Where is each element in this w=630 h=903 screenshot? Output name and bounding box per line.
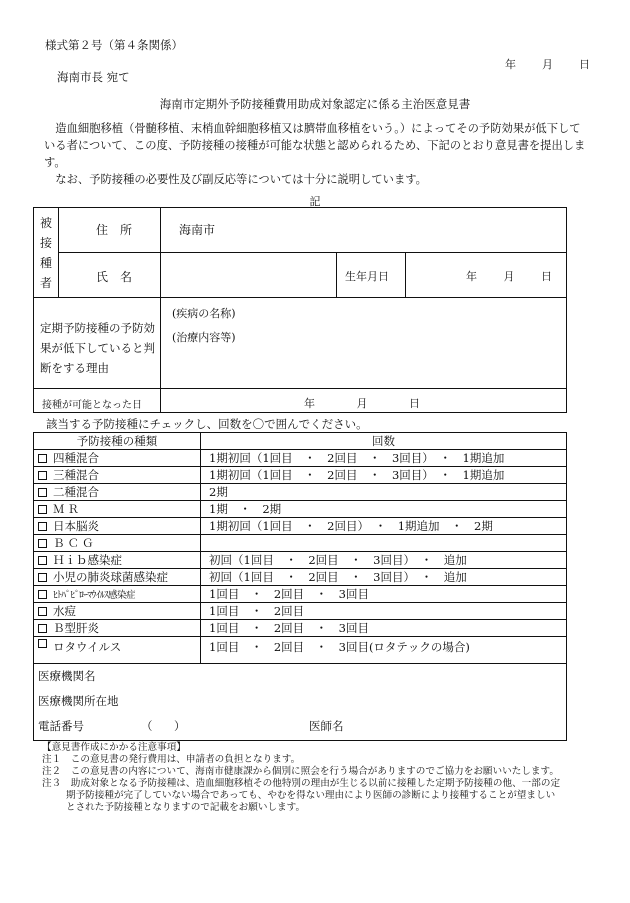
vaccine-row (34, 619, 566, 636)
dose-options[interactable]: 初回（1回目 ・ 2回目 ・ 3回目） ・ 追加 (209, 553, 467, 567)
vaccine-name: 四種混合 (53, 451, 99, 465)
vaccine-row (34, 466, 566, 483)
vaccine-name: 二種混合 (53, 485, 99, 499)
vaccine-row (34, 568, 566, 585)
dob-field[interactable] (466, 268, 552, 284)
vaccine-name: 日本脳炎 (53, 519, 99, 533)
dob-month-label: 月 (503, 270, 515, 283)
vaccine-type-header: 予防接種の種類 (34, 433, 201, 449)
name-label: 氏 名 (96, 270, 133, 284)
vaccine-name: ロタウイルス (53, 640, 122, 654)
vaccine-row (34, 483, 566, 500)
checkbox[interactable] (38, 539, 47, 548)
vaccine-name: ＢＣＧ (53, 536, 97, 550)
checkbox[interactable] (38, 607, 47, 616)
vaccine-row (34, 585, 566, 602)
phone-label: 電話番号 (38, 719, 84, 733)
dose-options[interactable]: 1回目 ・ 2回目 ・ 3回目 (209, 621, 369, 635)
checkbox[interactable] (38, 624, 47, 633)
clinic-info (33, 663, 567, 741)
checkbox[interactable] (38, 590, 47, 599)
dose-options[interactable]: 1期初回（1回目 ・ 2回目 ・ 3回目） ・ 1期追加 (209, 468, 505, 482)
disease-label: (疾病の名称) (172, 307, 236, 320)
possible-date-field[interactable] (304, 395, 420, 411)
patient-label-char: 者 (39, 276, 52, 290)
patient-label-char: 被 (39, 216, 52, 230)
dob-year-label: 年 (466, 270, 477, 283)
name-field[interactable] (164, 256, 332, 294)
vaccine-name: Ｈｉｂ感染症 (53, 553, 122, 567)
patient-table (33, 207, 567, 413)
checkbox[interactable] (38, 505, 47, 514)
patient-label-char: 接 (39, 236, 52, 250)
dose-options[interactable]: 1期初回（1回目 ・ 2回目） ・ 1期追加 ・ 2期 (209, 519, 493, 533)
note-1: 注１ この意見書の発行費用は、申請者の負担となります。 (42, 754, 301, 765)
clinic-address-label: 医療機関所在地 (38, 694, 119, 708)
issue-year-label: 年 (505, 58, 516, 71)
checkbox[interactable] (38, 471, 47, 480)
possible-month-label: 月 (356, 397, 368, 410)
treatment-label: (治療内容等) (172, 331, 236, 344)
vaccine-name: ＭＲ (53, 502, 82, 516)
address-value[interactable]: 海南市 (179, 223, 216, 237)
vaccine-row (34, 517, 566, 534)
dose-options[interactable]: 1期初回（1回目 ・ 2回目 ・ 3回目） ・ 1期追加 (209, 451, 505, 465)
issue-day-label: 日 (579, 58, 590, 71)
possible-year-label: 年 (304, 397, 315, 410)
vaccine-row (34, 636, 566, 663)
dose-options[interactable] (201, 535, 566, 551)
dose-options[interactable]: 1期 ・ 2期 (209, 502, 282, 516)
vaccine-table (33, 432, 567, 664)
note-3-continuation: とされた予防接種となりますので記載をお願いします。 (66, 802, 306, 813)
dose-options[interactable]: 初回（1回目 ・ 2回目 ・ 3回目） ・ 追加 (209, 570, 467, 584)
check-instruction: 該当する予防接種にチェックし、回数を〇で囲んでください。 (46, 417, 368, 431)
phone-paren-open: （ (141, 719, 153, 733)
phone-paren-close: ） (174, 719, 186, 733)
intro-text (44, 120, 586, 188)
note-2: 注２ この意見書の内容について、海南市健康課から個別に照会を行う場合がありますのでご協力をお願いいたします。 (42, 766, 559, 777)
dose-options[interactable]: 1回目 ・ 2回目 (209, 604, 305, 618)
checkbox[interactable] (38, 639, 47, 648)
vaccine-name: Ｂ型肝炎 (53, 621, 99, 635)
vaccine-row (34, 602, 566, 619)
dose-options[interactable]: 2期 (209, 485, 228, 499)
possible-date-label: 接種が可能となった日 (42, 400, 142, 411)
document-title: 海南市定期外予防接種費用助成対象認定に係る主治医意見書 (159, 97, 471, 111)
dose-count-header: 回数 (372, 434, 395, 448)
dose-options[interactable]: 1回目 ・ 2回目 ・ 3回目 (209, 587, 369, 601)
dob-day-label: 日 (541, 270, 552, 283)
intro-paragraph-2: なお、予防接種の必要性及び副反応等については十分に説明しています。 (55, 173, 427, 186)
patient-label-char: 種 (39, 256, 52, 270)
issue-month-label: 月 (542, 58, 553, 71)
possible-day-label: 日 (409, 397, 420, 410)
doctor-name-label: 医師名 (309, 719, 344, 733)
patient-vertical-label (34, 208, 58, 297)
clinic-name-label: 医療機関名 (38, 669, 96, 683)
checkbox[interactable] (38, 573, 47, 582)
checkbox[interactable] (38, 488, 47, 497)
notes-section (42, 742, 582, 814)
vaccine-name: 小児の肺炎球菌感染症 (53, 570, 168, 584)
note-3: 注３ 助成対象となる予防接種は、造血細胞移植その他特別の理由が生じる以前に接種した定期予防接種の他、一部の定 (42, 778, 561, 789)
vaccine-name: 水痘 (53, 604, 76, 618)
note-3-continuation: 期予防接種が完了していない場合であっても、やむを得ない理由により医師の診断により接種することが望ましい (66, 790, 556, 801)
dose-options[interactable]: 1回目 ・ 2回目 ・ 3回目(ロタテックの場合) (209, 640, 470, 654)
checkbox[interactable] (38, 454, 47, 463)
vaccine-name: 三種混合 (53, 468, 99, 482)
reason-label: 定期予防接種の予防効果が低下していると判断をする理由 (40, 321, 155, 375)
address-label: 住 所 (96, 223, 133, 237)
issue-date (505, 56, 590, 72)
dob-label: 生年月日 (345, 270, 389, 283)
vaccine-row (34, 500, 566, 517)
checkbox[interactable] (38, 522, 47, 531)
vaccine-row (34, 449, 566, 466)
vaccine-row (34, 551, 566, 568)
ki-mark: 記 (309, 195, 321, 208)
addressee: 海南市長 宛て (57, 70, 130, 84)
notes-heading: 【意見書作成にかかる注意事項】 (42, 742, 186, 753)
intro-paragraph-1: 造血細胞移植（骨髄移植、末梢血幹細胞移植又は臍帯血移植をいう。）によってその予防効果が低下している者について、この度、予防接種の接種が可能な状態と認められるため、下記のとおり意見書を提出します。 (44, 122, 586, 169)
vaccine-name: ﾋﾄﾊﾟﾋﾟﾛｰﾏｳｲﾙｽ感染症 (53, 590, 135, 601)
form-number: 様式第２号（第４条関係） (45, 38, 183, 52)
vaccine-table-header (34, 433, 566, 449)
checkbox[interactable] (38, 556, 47, 565)
vaccine-row (34, 534, 566, 551)
